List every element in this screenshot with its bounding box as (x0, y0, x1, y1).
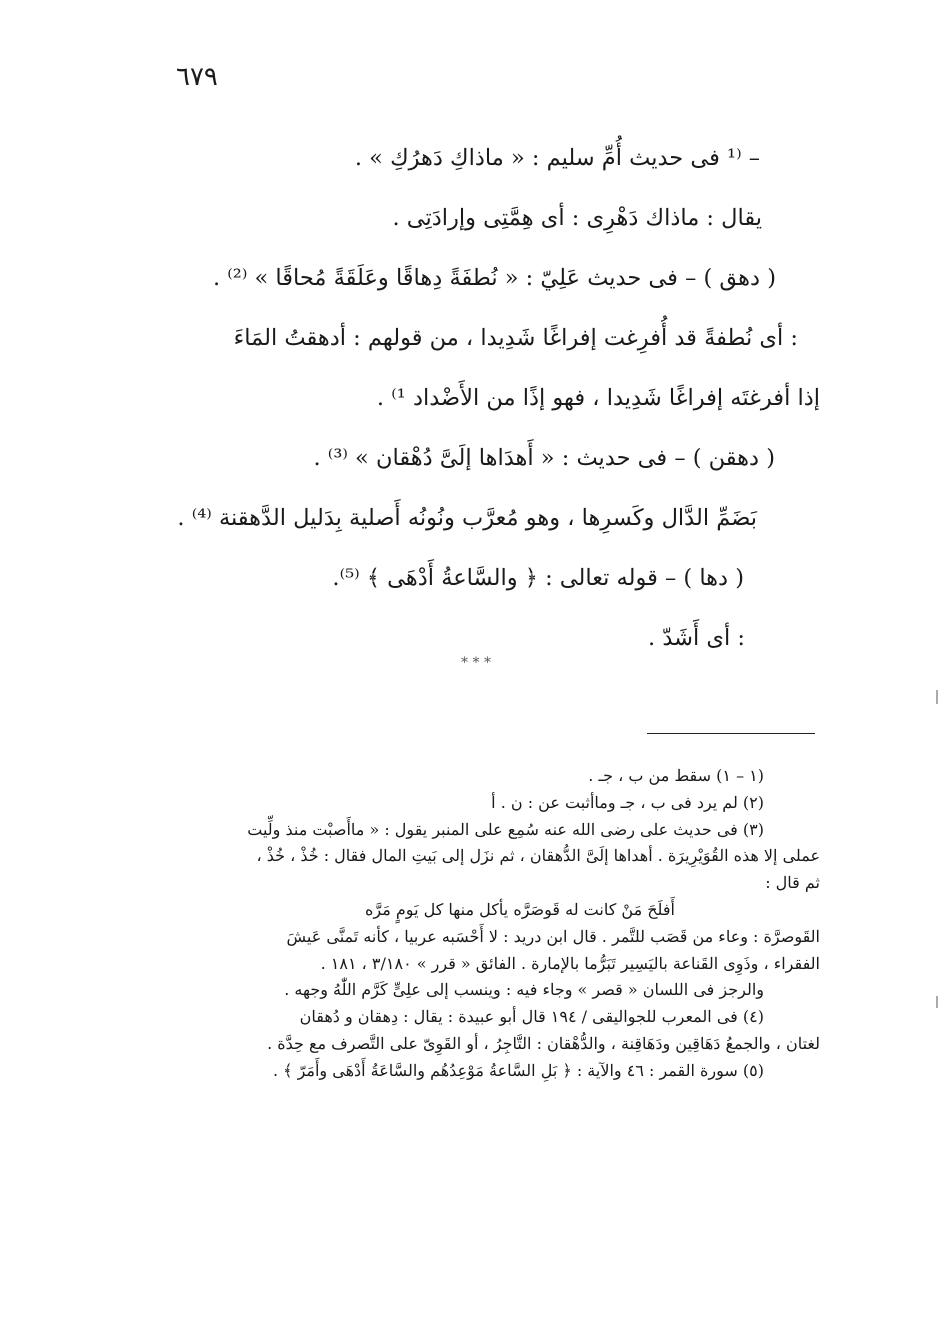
text-line: ( دهقن ) – فى حديث : « أَهدَاها إلَىَّ دُهْقان » ⁽³⁾ . (313, 445, 775, 471)
footnote-line: القَوصرَّة : وعاء من قَصَب للتَّمر . قال ابن دريد : لا أَحْسَبه عربيا ، كأنه تَمنَّى عَيشَ (286, 926, 820, 946)
footnote-line: (٥) سورة القمر : ٤٦ والآية : ﴿ بَلِ السَّاعةُ مَوْعِدُهُم والسَّاعَةُ أَدْهَى وأَمَرّ ﴾ . (272, 1060, 764, 1080)
page-number: ٦٧٩ (176, 62, 218, 92)
footnote-line: والرجز فى اللسان « قصر » وجاء فيه : وينسب إلى علِىٍّ كَرَّم اللّٰهُ وجهه . (284, 980, 764, 1000)
footnote-line: لغتان ، والجمعُ دَهَاقِين ودَهَاقِنة ، والدُّهْقان : التَّاجِرُ ، أو القَوِىّ على التَّصرف مع حِدَّة . (267, 1033, 820, 1053)
main-text (135, 128, 820, 668)
text-line: إذا أفرغتَه إفراغًا شَدِيدا ، فهو إذًا من الأَضْداد ¹⁾ . (376, 385, 820, 411)
footnote-verse: أَفلَحَ مَنْ كانت له قَوصَرَّه يأكل منها كل يَومٍ مَرَّه (365, 899, 675, 919)
footnote-line: (٤) فى المعرب للجواليقى / ١٩٤ قال أبو عبيدة : يقال : دِهقان و دُهقان (299, 1007, 764, 1027)
section-separator: * * * (461, 655, 491, 671)
text-line: : أى نُطفةً قد أُفرِغت إفراغًا شَدِيدا ، من قولهم : أدهقتُ المَاءَ (233, 325, 798, 351)
text-line: – ⁽¹ فى حديث أُمِّ سليم : « ماذاكِ دَهرُكِ » . (354, 145, 760, 171)
text-line: بَضَمِّ الدَّال وكَسرِها ، وهو مُعرَّب ونُونُه أَصلية بِدَليل الدَّهقنة ⁽⁴⁾ . (177, 505, 757, 531)
footnote-line: عملى إلا هذه القُوَيْرِيرَة . أهداها إلَىَّ الدُّهقان ، ثم نزَل إلى بَيتِ المال فقال : خُذْ ، خُذْ ، (256, 846, 820, 866)
scan-mark (936, 996, 938, 1008)
text-line: ( دها ) – قوله تعالى : ﴿ والسَّاعةُ أَدْهَى ﴾ ⁽⁵⁾. (332, 565, 744, 591)
footnote-divider (647, 733, 815, 734)
footnote-line: (٣) فى حديث على رضى الله عنه سُمِع على المنبر يقول : « ماأَصبْت منذ ولِّيت (247, 819, 764, 839)
scan-mark (936, 690, 938, 704)
text-line: : أى أَشَدّ . (648, 625, 745, 651)
footnote-line: (١ – ١) سقط من ب ، جـ . (588, 766, 764, 785)
footnote-line: (٢) لم يرد فى ب ، جـ وماأثبت عن : ن . أ (491, 792, 764, 812)
footnotes (140, 763, 820, 1085)
text-line: ( دهق ) – فى حديث عَلِيّ : « نُطفَةً دِهاقًا وعَلَقَةً مُحاقًا » ⁽²⁾ . (212, 265, 776, 291)
text-line: يقال : ماذاك دَهْرِى : أى هِمَّتِى وإرادَتِى . (392, 205, 762, 231)
footnote-line: ثم قال : (765, 873, 820, 893)
footnote-line: الفقراء ، وذَوِى القَناعة باليَسِير تَبَرُّما بالإمارة . الفائق « قرر » ٣/١٨٠ ، ١٨١ . (320, 953, 820, 973)
